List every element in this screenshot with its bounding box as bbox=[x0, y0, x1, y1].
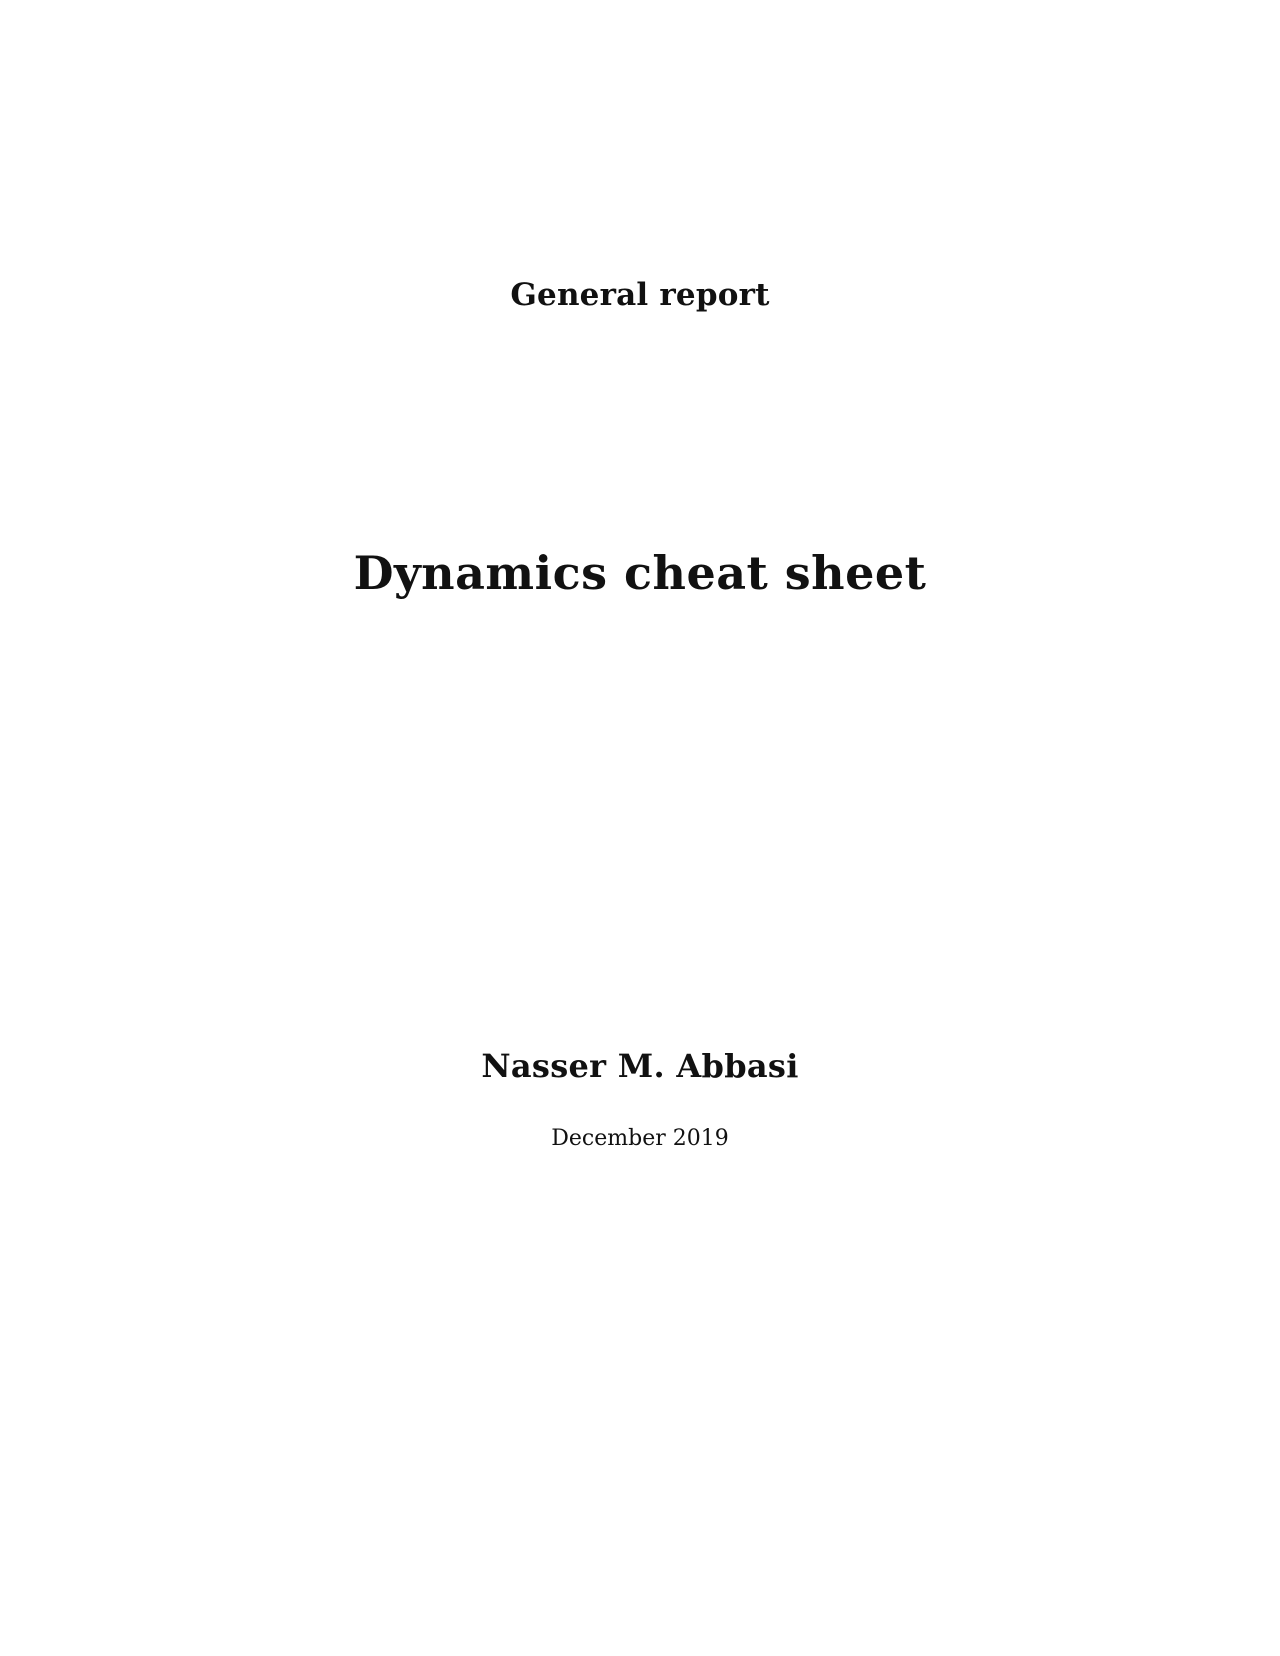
publication-date: December 2019 bbox=[551, 1126, 729, 1151]
author-name: Nasser M. Abbasi bbox=[481, 1047, 799, 1085]
document-title: Dynamics cheat sheet bbox=[353, 546, 927, 600]
report-type-label: General report bbox=[510, 277, 770, 313]
